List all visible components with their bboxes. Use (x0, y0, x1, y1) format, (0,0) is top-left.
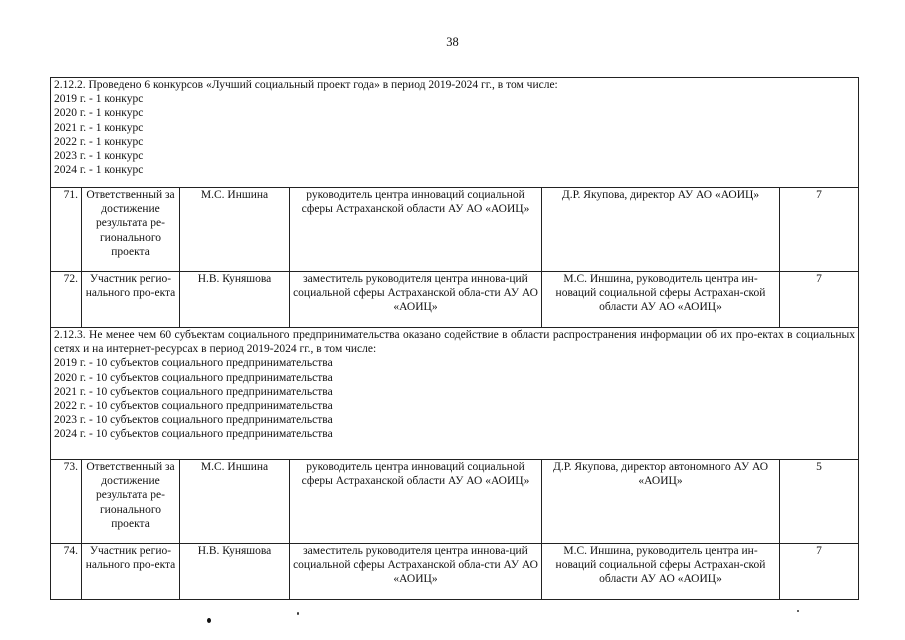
year-line: 2023 г. - 10 субъектов социального предпринимательства (54, 414, 333, 427)
head-cell: М.С. Иншина, руководитель центра ин-новаций социальной сферы Астрахан-ской области АУ АО «АОИЦ» (542, 544, 780, 600)
table-row (51, 460, 859, 544)
year-line: 2024 г. - 10 субъектов социального предпринимательства (54, 428, 333, 441)
scan-speck (207, 618, 211, 623)
year-line: 2021 г. - 1 конкурс (54, 121, 144, 134)
head-cell: Д.Р. Якупова, директор автономного АУ АО «АОИЦ» (542, 460, 780, 544)
name-cell: Н.В. Куняшова (180, 544, 290, 600)
role-cell: Участник регио-нального про-екта (82, 544, 180, 600)
score-cell: 7 (780, 272, 859, 328)
document-table (50, 77, 859, 600)
position-cell: руководитель центра инноваций социальной сферы Астраханской области АУ АО «АОИЦ» (290, 188, 542, 272)
year-line: 2019 г. - 1 конкурс (54, 93, 144, 106)
scan-speck (797, 610, 799, 612)
year-line: 2020 г. - 10 субъектов социального предпринимательства (54, 371, 333, 384)
scan-speck (297, 612, 299, 615)
row-number: 73. (51, 460, 82, 544)
year-line: 2023 г. - 1 конкурс (54, 150, 144, 163)
table-row (51, 272, 859, 328)
table-row (51, 544, 859, 600)
position-cell: руководитель центра инноваций социальной сферы Астраханской области АУ АО «АОИЦ» (290, 460, 542, 544)
role-cell: Ответственный за достижение результата ре-гионального проекта (82, 188, 180, 272)
year-line: 2022 г. - 1 конкурс (54, 135, 144, 148)
table-row (51, 188, 859, 272)
section-row (51, 78, 859, 188)
year-line: 2019 г. - 10 субъектов социального предпринимательства (54, 357, 333, 370)
year-line: 2022 г. - 10 субъектов социального предпринимательства (54, 400, 333, 413)
year-line: 2020 г. - 1 конкурс (54, 107, 144, 120)
score-cell: 7 (780, 544, 859, 600)
name-cell: М.С. Иншина (180, 188, 290, 272)
role-cell: Участник регио-нального про-екта (82, 272, 180, 328)
year-line: 2024 г. - 1 конкурс (54, 164, 144, 177)
section-title: 2.12.2. Проведено 6 конкурсов «Лучший социальный проект года» в период 2019-2024 гг., в том числе: (54, 79, 558, 91)
year-line: 2021 г. - 10 субъектов социального предпринимательства (54, 385, 333, 398)
position-cell: заместитель руководителя центра иннова-ций социальной сферы Астраханской обла-сти АУ АО «АОИЦ» (290, 272, 542, 328)
page-number: 38 (446, 35, 459, 49)
head-cell: М.С. Иншина, руководитель центра ин-новаций социальной сферы Астрахан-ской области АУ АО «АОИЦ» (542, 272, 780, 328)
score-cell: 7 (780, 188, 859, 272)
section-row (51, 328, 859, 460)
role-cell: Ответственный за достижение результата ре-гионального проекта (82, 460, 180, 544)
row-number: 72. (51, 272, 82, 328)
name-cell: Н.В. Куняшова (180, 272, 290, 328)
section-cell (51, 328, 859, 460)
name-cell: М.С. Иншина (180, 460, 290, 544)
row-number: 71. (51, 188, 82, 272)
row-number: 74. (51, 544, 82, 600)
score-cell: 5 (780, 460, 859, 544)
section-title: 2.12.3. Не менее чем 60 субъектам социального предпринимательства оказано содействие в области распространения информации об их про-ектах в социальных сетях и на интернет-ресурсах в период 2019-2024 гг., в том числе: (54, 329, 856, 356)
section-cell (51, 78, 859, 188)
position-cell: заместитель руководителя центра иннова-ций социальной сферы Астраханской обла-сти АУ АО «АОИЦ» (290, 544, 542, 600)
head-cell: Д.Р. Якупова, директор АУ АО «АОИЦ» (542, 188, 780, 272)
